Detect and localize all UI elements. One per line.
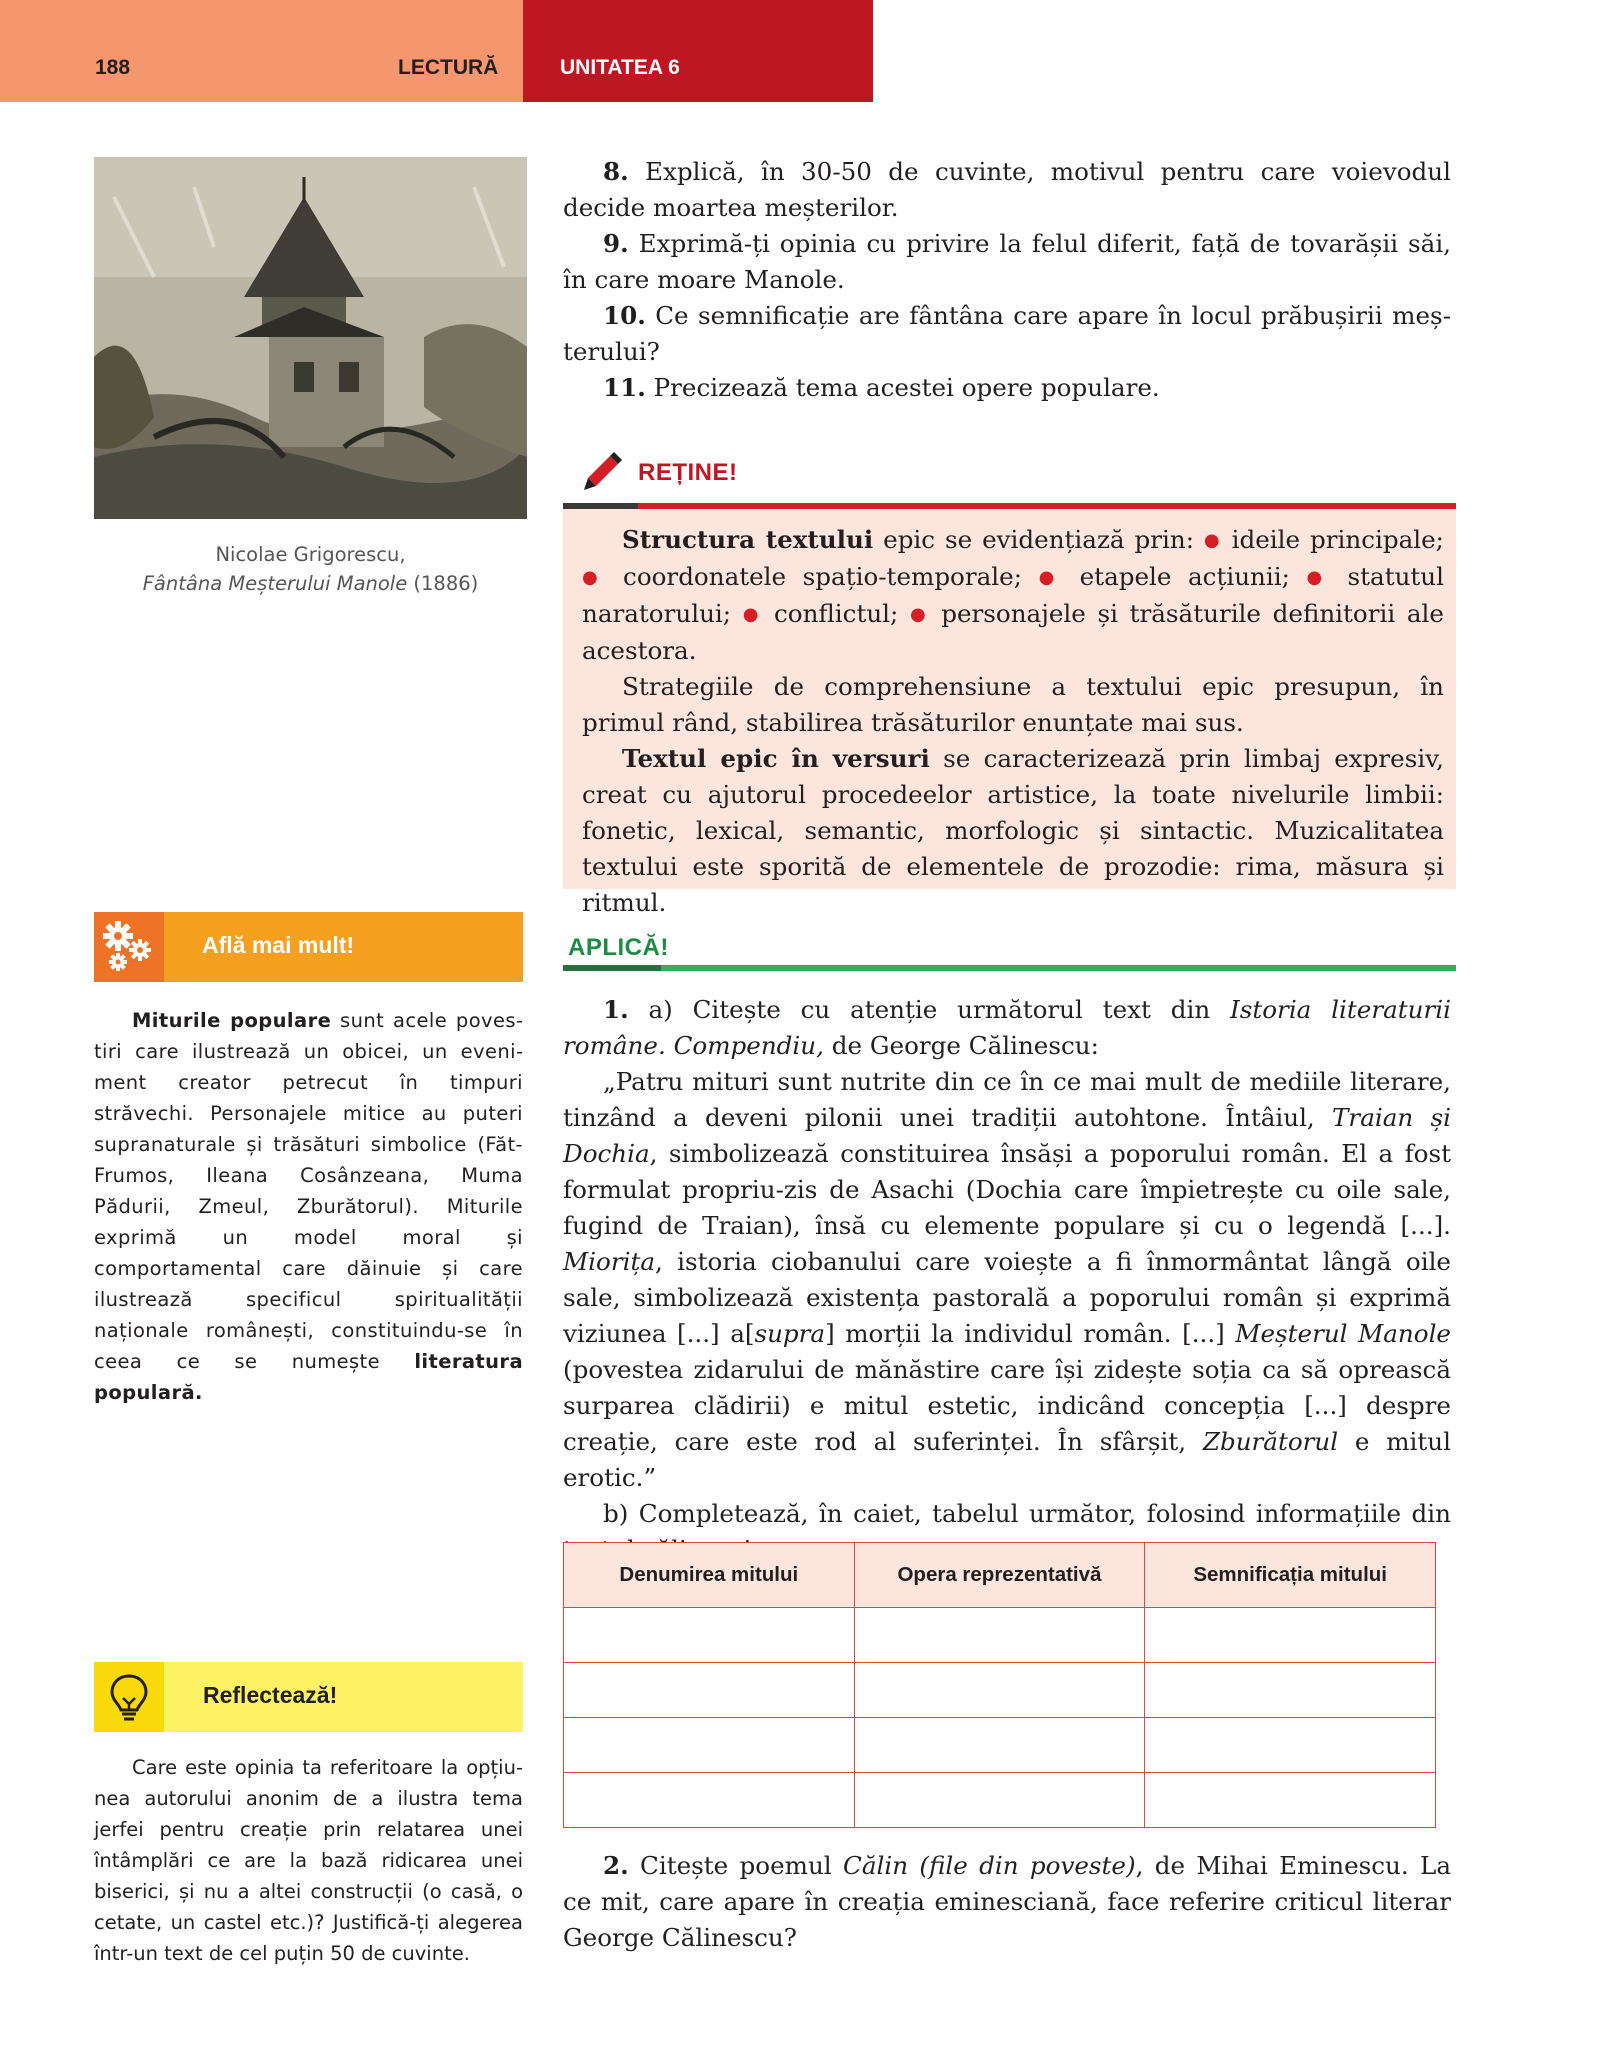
afla-term: literatura populară bbox=[94, 1350, 523, 1404]
table-header-row bbox=[564, 1543, 1436, 1608]
table-row bbox=[564, 1663, 1436, 1718]
table-cell bbox=[854, 1773, 1145, 1828]
exercise-text: de George Călinescu: bbox=[823, 1031, 1099, 1060]
table-header: Opera reprezentativă bbox=[854, 1543, 1145, 1608]
exercise-2 bbox=[563, 1848, 1451, 1956]
retine-item: ideile principale; bbox=[1231, 525, 1444, 554]
retine-item: statutul naratorului; bbox=[582, 562, 1445, 628]
section-title: LECTURĂ bbox=[398, 56, 499, 79]
quote-text: „Patru mituri sunt nutrite din ce în ce mai mult de mediile literare, tinzând a deveni pilonii unei tradiții autohtone. Întâiul, bbox=[563, 1067, 1451, 1132]
exercise-number: 1. bbox=[603, 995, 629, 1024]
retine-term: Textul epic în versuri bbox=[622, 744, 930, 773]
retine-intro: epic se evidențiază prin: bbox=[873, 525, 1204, 554]
aplica-rule-accent bbox=[563, 965, 661, 971]
reflecteaza-paragraph: Care este opinia ta referitoare la opțiunea autorului anonim de a ilustra tema jerfei pentru creație prin relatarea unei întâmplări ce are la bază ridicarea unei biserici, și nu a altei construcții (o casă, o cetate, un castel etc.)? Justifică-ți alegerea într-un text de cel puțin 50 de cuvinte. bbox=[94, 1756, 523, 1965]
table-header: Denumirea mitului bbox=[564, 1543, 855, 1608]
afla-paragraph bbox=[94, 1005, 523, 1408]
afla-icon-box bbox=[94, 912, 164, 982]
question-text: Ce semnificație are fântâna care apare în locul prăbușirii meșterului? bbox=[563, 301, 1451, 366]
afla-title: Află mai mult! bbox=[202, 932, 355, 958]
question-item bbox=[563, 154, 1451, 226]
poem-title: Călin (file din poveste) bbox=[843, 1851, 1136, 1880]
question-text: Exprimă-ți opinia cu privire la felul diferit, față de tovarășii săi, în care moare Manole. bbox=[563, 229, 1451, 294]
questions-block bbox=[563, 154, 1451, 406]
exercise-1a bbox=[563, 992, 1451, 1064]
retine-body: se caracterizează prin limbaj expresiv, creat cu ajutorul procedeelor artistice, la toate nivelurile limbii: fonetic, lexical, semantic, morfologic și sintactic. Muzicalitatea textului este sporită de elementele de prozodie: rima, măsura și ritmul. bbox=[582, 744, 1444, 917]
aplica-rule bbox=[563, 965, 1456, 971]
table-row bbox=[564, 1773, 1436, 1828]
retine-paragraph: Strategiile de comprehensiune a textului epic presupun, în primul rând, stabilirea trăsăturilor enunțate mai sus. bbox=[582, 672, 1444, 737]
unit-title: UNITATEA 6 bbox=[560, 56, 680, 79]
bullet-icon: ● bbox=[742, 604, 763, 625]
bullet-icon: ● bbox=[1203, 530, 1222, 551]
retine-text bbox=[582, 522, 1444, 921]
calinescu-quote bbox=[563, 1064, 1451, 1496]
retine-title: REȚINE! bbox=[638, 459, 738, 486]
table-cell bbox=[1145, 1773, 1436, 1828]
quote-text: , istoria ciobanului care voiește a fi înmormântat lângă oile sale, simbolizează existența pastorală a poporului român și exprimă viziunea [...] a[ bbox=[563, 1247, 1451, 1348]
quote-italic: Traian și Dochia bbox=[563, 1103, 1451, 1168]
table-row bbox=[564, 1608, 1436, 1663]
question-item bbox=[563, 298, 1451, 370]
table-row bbox=[564, 1718, 1436, 1773]
quote-italic: Zburătorul bbox=[1202, 1427, 1339, 1456]
exercise-number: 2. bbox=[603, 1851, 629, 1880]
question-number: 9. bbox=[603, 229, 629, 258]
table-cell bbox=[854, 1608, 1145, 1663]
lightbulb-icon bbox=[94, 1662, 164, 1732]
painting-image bbox=[94, 157, 527, 519]
quote-italic: Meșterul Manole bbox=[1235, 1319, 1451, 1348]
bullet-icon: ● bbox=[1306, 567, 1331, 588]
aplica-title: APLICĂ! bbox=[568, 934, 669, 961]
retine-item: conflictul; bbox=[773, 599, 899, 628]
table-cell bbox=[564, 1663, 855, 1718]
exercise-1b: b) Completează, în caiet, tabelul următor, folosind informațiile din bbox=[603, 1499, 1451, 1528]
question-number: 8. bbox=[603, 157, 629, 186]
quote-text: ] morții la individul român. [...] bbox=[825, 1319, 1236, 1348]
table-cell bbox=[564, 1773, 855, 1828]
table-cell bbox=[1145, 1663, 1436, 1718]
retine-item: coordonatele spațio-temporale; bbox=[623, 562, 1022, 591]
question-number: 10. bbox=[603, 301, 646, 330]
caption-title-line bbox=[94, 569, 527, 598]
afla-body: sunt acele povestiri care ilustrează un obicei, un eveniment creator petrecut în timpuri străvechi. Personajele mitice au puteri supranaturale și trăsături simbolice (Făt-Frumos, Ileana Cosânzeana, Muma Pădurii, Zmeul, Zburătorul). Miturile exprimă un model moral și comportamental care dăinuie și care ilustrează specificul spiritualității naționale românești, constituindu-se în ceea ce se numește bbox=[94, 1009, 523, 1373]
retine-paragraph bbox=[582, 741, 1444, 921]
caption-author: Nicolae Grigorescu, bbox=[215, 543, 406, 566]
retine-paragraph bbox=[582, 522, 1444, 669]
aplica-exercise-1 bbox=[563, 992, 1451, 1568]
afla-term: Miturile populare bbox=[132, 1009, 332, 1032]
afla-end: . bbox=[195, 1381, 203, 1404]
question-text: Explică, în 30-50 de cuvinte, motivul pentru care voievodul decide moartea meșterilor. bbox=[563, 157, 1451, 222]
question-item bbox=[563, 226, 1451, 298]
painting-caption bbox=[94, 540, 527, 598]
reflecteaza-text bbox=[94, 1752, 523, 1969]
table-cell bbox=[564, 1608, 855, 1663]
bullet-icon: ● bbox=[910, 604, 930, 625]
quote-italic: supra bbox=[754, 1319, 826, 1348]
exercise-text: a) Citește cu atenție următorul text din bbox=[628, 995, 1231, 1024]
book-title: Istoria literaturii române. Compendiu, bbox=[563, 995, 1451, 1060]
quote-text: , simbolizează constituirea însăși a poporului român. El a fost formulat propriu-zis de Asachi (Dochia care împietrește cu oile sale, fugind de Traian), însă cu elemente populare și cu o legendă [...]. bbox=[563, 1139, 1451, 1240]
reflecteaza-title: Reflectează! bbox=[203, 1682, 338, 1708]
retine-term: Structura textului bbox=[622, 525, 874, 554]
table-cell bbox=[1145, 1718, 1436, 1773]
bullet-icon: ● bbox=[582, 567, 607, 588]
caption-year: (1886) bbox=[407, 572, 479, 595]
page-number: 188 bbox=[95, 56, 131, 79]
header-band-left bbox=[0, 0, 523, 102]
caption-title: Fântâna Meșterului Manole bbox=[142, 572, 408, 595]
afla-text bbox=[94, 1005, 523, 1408]
table-header: Semnificația mitului bbox=[1145, 1543, 1436, 1608]
retine-item: etapele acțiunii; bbox=[1079, 562, 1290, 591]
question-number: 11. bbox=[603, 373, 646, 402]
aplica-exercise-2 bbox=[563, 1848, 1451, 1956]
retine-item: personajele și trăsăturile definitorii ale acestora. bbox=[582, 599, 1444, 665]
reflecteaza-icon-box bbox=[94, 1662, 164, 1732]
pencil-icon bbox=[580, 448, 626, 494]
table-cell bbox=[564, 1718, 855, 1773]
table-cell bbox=[854, 1718, 1145, 1773]
bullet-icon: ● bbox=[1038, 567, 1064, 588]
quote-italic: Miorița bbox=[563, 1247, 656, 1276]
exercise-text: Citește poemul bbox=[628, 1851, 843, 1880]
table-cell bbox=[1145, 1608, 1436, 1663]
quote-text: e mitul erotic.” bbox=[563, 1427, 1451, 1492]
header-band-right bbox=[523, 0, 873, 102]
question-item bbox=[563, 370, 1451, 406]
question-text: Precizează tema acestei opere populare. bbox=[645, 373, 1160, 402]
gears-icon bbox=[94, 912, 164, 982]
quote-text: (povestea zidarului de mănăstire care își zidește soția ca să oprească surparea clădirii) e mitul estetic, indicând concepția [...] despre creație, care este rod al suferinței. În sfârșit, bbox=[563, 1355, 1451, 1456]
myth-table bbox=[563, 1542, 1436, 1828]
exercise-text: , de Mihai Eminescu. La ce mit, care apare în creația eminesciană, face referire criticul literar George Călinescu? bbox=[563, 1851, 1451, 1952]
table-cell bbox=[854, 1663, 1145, 1718]
